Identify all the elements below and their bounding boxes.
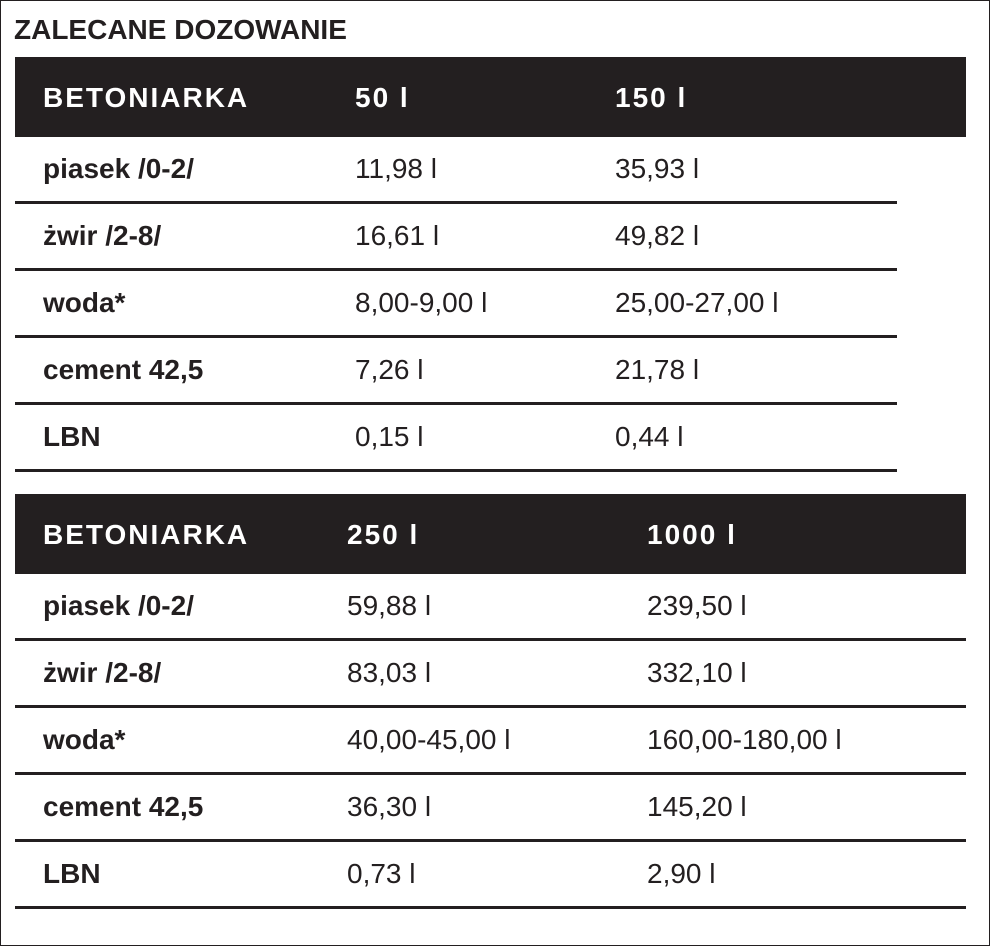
row-value-2: 21,78 l: [615, 354, 700, 385]
header-capacity-2: 1000 l: [647, 519, 737, 550]
row-value-2: 0,44 l: [615, 421, 684, 452]
header-capacity-1: 250 l: [347, 519, 420, 550]
table-row: [15, 708, 966, 775]
row-label: żwir /2-8/: [43, 657, 162, 688]
table-row: [15, 574, 966, 641]
row-value-2: 239,50 l: [647, 590, 747, 621]
row-label: LBN: [43, 421, 101, 452]
row-label: żwir /2-8/: [43, 220, 162, 251]
row-label: piasek /0-2/: [43, 590, 194, 621]
header-mixer: BETONIARKA: [43, 519, 250, 550]
row-value-1: 40,00-45,00 l: [347, 724, 511, 755]
row-value-1: 0,73 l: [347, 858, 416, 889]
row-value-2: 332,10 l: [647, 657, 747, 688]
table-header: [15, 494, 966, 574]
row-label: piasek /0-2/: [43, 153, 194, 184]
row-value-2: 35,93 l: [615, 153, 700, 184]
table-row: [15, 338, 966, 405]
row-value-1: 7,26 l: [355, 354, 424, 385]
table-row: [15, 641, 966, 708]
header-capacity-1: 50 l: [355, 82, 410, 113]
row-label: cement 42,5: [43, 791, 204, 822]
table-row: [15, 775, 966, 842]
row-label: woda*: [43, 287, 126, 318]
header-mixer: BETONIARKA: [43, 82, 250, 113]
table-row: [15, 204, 966, 271]
row-value-2: 25,00-27,00 l: [615, 287, 779, 318]
table-header: [15, 57, 966, 137]
row-label: cement 42,5: [43, 354, 204, 385]
header-capacity-2: 150 l: [615, 82, 688, 113]
dosage-table-large: [15, 494, 966, 909]
row-value-1: 36,30 l: [347, 791, 432, 822]
table-row: [15, 842, 966, 909]
row-value-1: 0,15 l: [355, 421, 424, 452]
row-value-1: 8,00-9,00 l: [355, 287, 488, 318]
row-value-2: 49,82 l: [615, 220, 700, 251]
page-title: ZALECANE DOZOWANIE: [14, 14, 347, 45]
row-value-2: 145,20 l: [647, 791, 747, 822]
table-row: [15, 405, 966, 472]
dosage-table-small: [15, 57, 966, 472]
row-value-1: 83,03 l: [347, 657, 432, 688]
row-value-1: 16,61 l: [355, 220, 440, 251]
row-label: woda*: [43, 724, 126, 755]
row-label: LBN: [43, 858, 101, 889]
table-row: [15, 271, 966, 338]
row-value-1: 11,98 l: [355, 153, 437, 184]
table-row: [15, 137, 966, 204]
row-value-1: 59,88 l: [347, 590, 432, 621]
row-value-2: 160,00-180,00 l: [647, 724, 842, 755]
row-value-2: 2,90 l: [647, 858, 716, 889]
